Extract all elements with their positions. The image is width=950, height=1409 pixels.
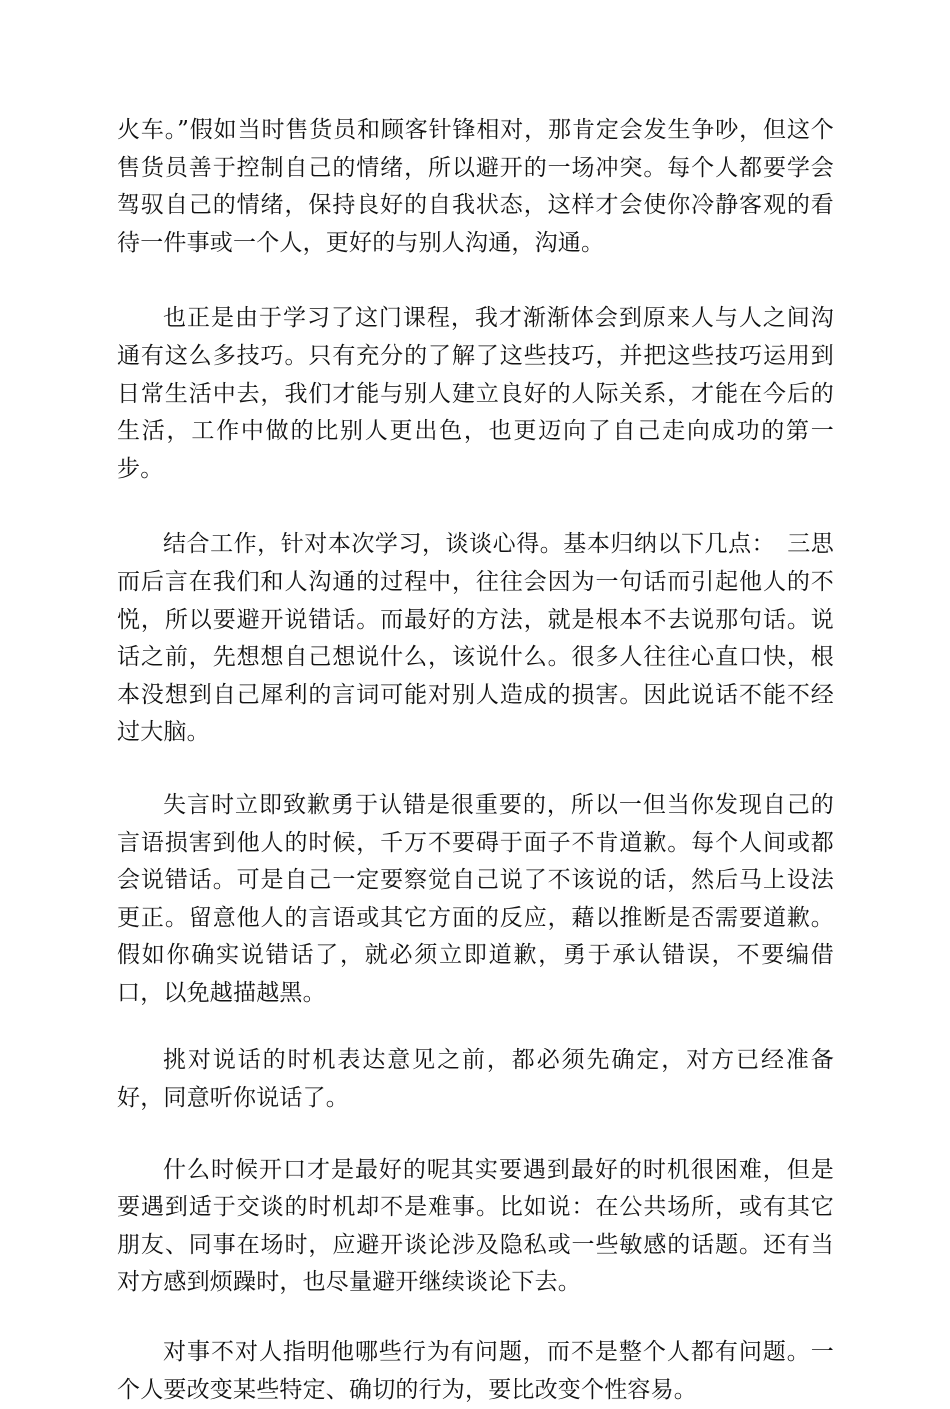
paragraph-best-moment: 什么时候开口才是最好的呢其实要遇到最好的时机很困难，但是要遇到适于交谈的时机却不是难事。比如说：在公共场所，或有其它朋友、同事在场时，应避开谈论涉及隐私或一些敏感的话题。还有当对方感到烦躁时，也尽量避开继续谈论下去。 — [117, 1156, 834, 1296]
paragraph-apologize-promptly: 失言时立即致歉勇于认错是很重要的，所以一但当你发现自己的言语损害到他人的时候，千万不要碍于面子不肯道歉。每个人间或都会说错话。可是自己一定要察觉自己说了不该说的话，然后马上设法更正。留意他人的言语或其它方面的反应，藉以推断是否需要道歉。假如你确实说错话了，就必须立即道歉，勇于承认错误，不要编借口，以免越描越黑。 — [117, 791, 834, 1006]
paragraph-think-before-speaking: 结合工作，针对本次学习，谈谈心得。基本归纳以下几点： 三思而后言在我们和人沟通的过程中，往往会因为一句话而引起他人的不悦，所以要避开说错话。而最好的方法，就是根本不去说那句话。说话之前，先想想自己想说什么，该说什么。很多人往往心直口快，根本没想到自己犀利的言词可能对别人造成的损害。因此说话不能不经过大脑。 — [117, 531, 834, 746]
paragraph-continuation: 火车。”假如当时售货员和顾客针锋相对，那肯定会发生争吵，但这个售货员善于控制自己的情绪，所以避开的一场冲突。每个人都要学会驾驭自己的情绪，保持良好的自我状态，这样才会使你冷静客观的看待一件事或一个人，更好的与别人沟通，沟通。 — [117, 117, 834, 256]
document-body — [117, 112, 834, 1409]
paragraph-choose-timing: 挑对说话的时机表达意见之前，都必须先确定，对方已经准备好，同意听你说话了。 — [117, 1047, 834, 1112]
paragraph-issue-not-person: 对事不对人指明他哪些行为有问题，而不是整个人都有问题。一个人要改变某些特定、确切的行为，要比改变个性容易。 — [117, 1339, 834, 1403]
paragraph-learning-reflection: 也正是由于学习了这门课程，我才渐渐体会到原来人与人之间沟通有这么多技巧。只有充分的了解了这些技巧，并把这些技巧运用到日常生活中去，我们才能与别人建立良好的人际关系，才能在今后的生活，工作中做的比别人更出色，也更迈向了自己走向成功的第一步。 — [117, 305, 834, 482]
